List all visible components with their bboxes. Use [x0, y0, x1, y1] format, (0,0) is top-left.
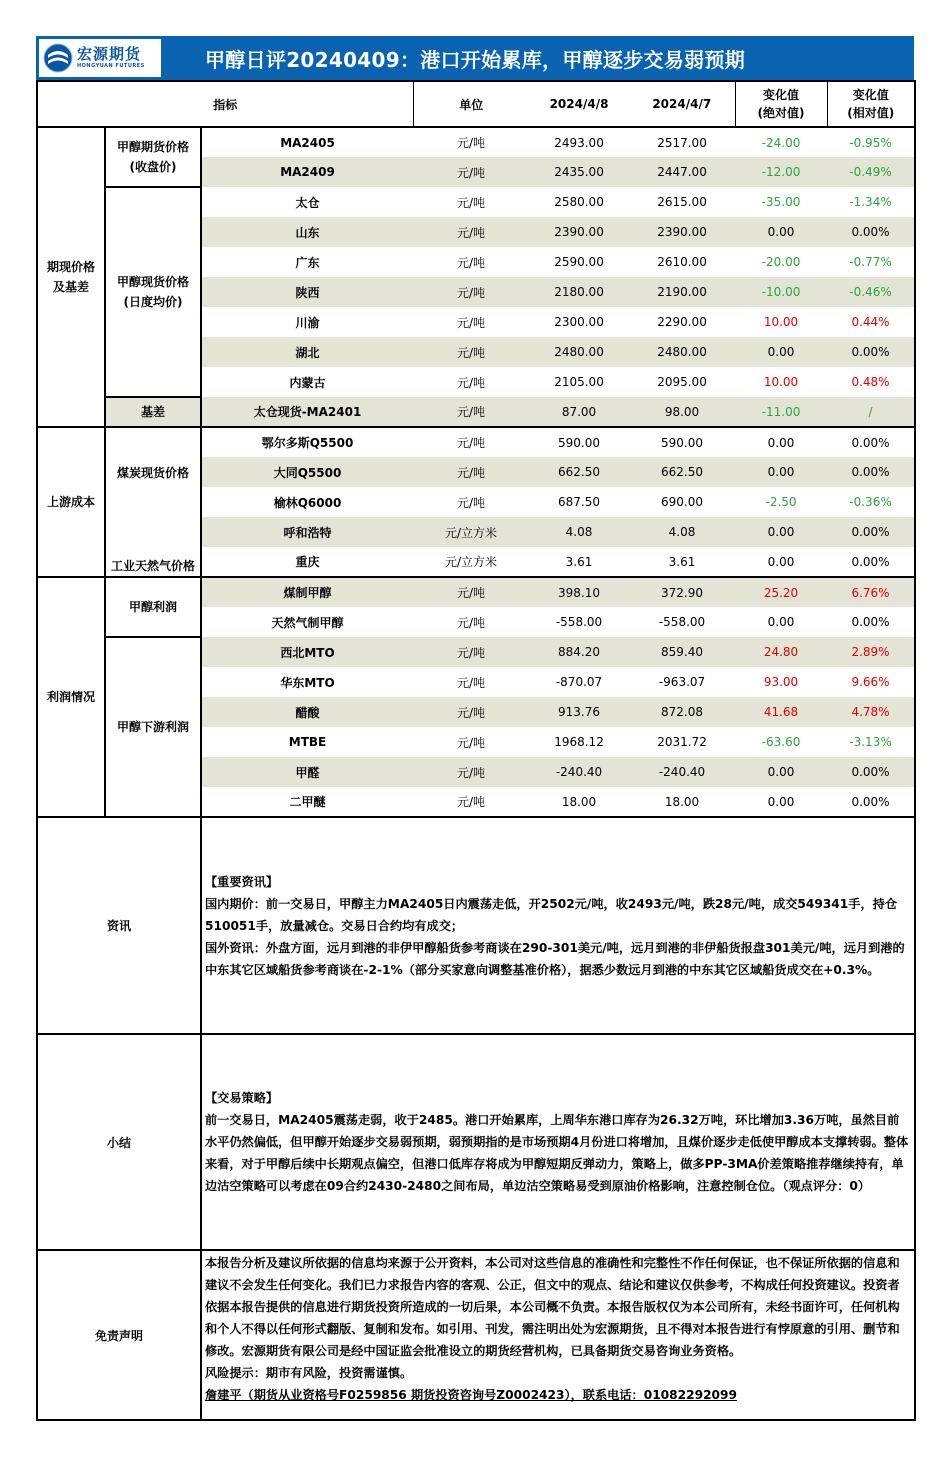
row-abs-change: 0.00 — [735, 787, 827, 817]
row-rel-change: 0.00% — [851, 435, 890, 450]
row-value-date2: 18.00 — [629, 787, 735, 817]
row-value-date1: 2493.00 — [554, 135, 604, 150]
table-row — [37, 637, 915, 667]
row-value-date2: 2480.00 — [629, 337, 735, 367]
summary-label: 小结 — [37, 1034, 201, 1250]
row-abs-change: -11.00 — [735, 397, 827, 427]
subcategory-downstream: 甲醇下游利润 — [105, 637, 201, 817]
summary-row — [37, 1034, 915, 1250]
disclaimer-label: 免责声明 — [37, 1250, 201, 1420]
news-content — [201, 818, 915, 1034]
table-row — [37, 397, 915, 427]
row-rel-change: -0.49% — [827, 157, 915, 187]
row-name: 醋酸 — [201, 697, 413, 727]
header-abs-change: 变化值 (绝对值) — [735, 81, 827, 127]
category-profit: 利润情况 — [37, 577, 105, 817]
row-name: 广东 — [295, 255, 320, 270]
news-row — [37, 818, 915, 1034]
row-unit: 元/吨 — [456, 315, 486, 330]
row-value-date2: -240.40 — [629, 757, 735, 787]
row-value-date1: 687.50 — [558, 495, 601, 509]
row-value-date2: 3.61 — [629, 547, 735, 577]
subcategory-futures: 甲醇期货价格 (收盘价) — [105, 127, 201, 187]
row-value-date1: 884.20 — [529, 637, 629, 667]
row-unit: 元/吨 — [456, 255, 486, 270]
logo-chinese-name: 宏源期货 — [77, 45, 142, 63]
news-heading: 【重要资讯】 — [205, 874, 279, 889]
row-value-date2: 2517.00 — [657, 135, 707, 150]
row-value-date1: -240.40 — [529, 757, 629, 787]
subcategory-spotprice: 甲醇现货价格 (日度均价) — [105, 187, 201, 397]
subcategory-gas: 工业天然气价格 — [105, 517, 201, 577]
report-title: 甲醇日评20240409：港口开始累库，甲醇逐步交易弱预期 — [205, 47, 746, 72]
news-label: 资讯 — [37, 818, 201, 1034]
row-abs-change: 0.00 — [735, 337, 827, 367]
row-abs-change: -63.60 — [761, 735, 801, 749]
row-unit: 元/吨 — [456, 675, 486, 690]
row-name: 榆林Q6000 — [273, 495, 342, 510]
row-unit: 元/吨 — [413, 577, 529, 607]
row-rel-change: -1.34% — [849, 195, 892, 209]
row-abs-change: 10.00 — [763, 375, 799, 389]
summary-heading: 【交易策略】 — [205, 1091, 279, 1105]
row-name: MTBE — [288, 735, 327, 749]
subcategory-mprofit: 甲醇利润 — [105, 577, 201, 637]
row-unit: 元/吨 — [456, 375, 486, 390]
row-value-date2: 2447.00 — [629, 157, 735, 187]
row-name: 甲醛 — [201, 757, 413, 787]
row-abs-change: 41.68 — [735, 697, 827, 727]
row-name: MA2405 — [280, 135, 335, 150]
row-unit: 元/吨 — [456, 495, 486, 510]
row-rel-change: -3.13% — [849, 735, 892, 749]
news-foreign: 国外资讯：外盘方面，远月到港的非伊甲醇船货参考商谈在290-301美元/吨，远月到港的非伊船货报盘301美元/吨，远月到港的中东其它区域船货参考商谈在-2-1%（部分买家意向调整基准价格），据悉少数远月到港的中东其它区域船货成交在+0.3%。 — [205, 940, 905, 977]
row-rel-change: -0.46% — [827, 277, 915, 307]
row-name: MA2409 — [201, 157, 413, 187]
row-unit: 元/吨 — [456, 735, 486, 750]
row-unit: 元/吨 — [456, 436, 486, 450]
disclaimer-body: 本报告分析及建议所依据的信息均来源于公开资料，本公司对这些信息的准确性和完整性不作任何保证，也不保证所依据的信息和建议不会发生任何变化。我们已力求报告内容的客观、公正，但文中的观点、结论和建议仅供参考，不构成任何投资建议。投资者依据本报告提供的信息进行期货投资所造成的一切后果，本公司概不负责。本报告版权仅为本公司所有，未经书面许可，任何机构和个人不得以任何形式翻版、复制和发布。如引用、刊发，需注明出处为宏源期货，且不得对本报告进行有悖原意的引用、删节和修改。宏源期货有限公司是经中国证监会批准设立的期货经营机构，已具备期货交易咨询业务资格。 — [205, 1256, 900, 1358]
row-value-date1: -558.00 — [555, 615, 603, 629]
hongyuan-logo-icon — [43, 43, 73, 73]
row-value-date2: 2095.00 — [657, 375, 707, 389]
row-rel-change: 0.00% — [851, 615, 890, 629]
row-value-date1: 913.76 — [529, 697, 629, 727]
row-value-date2: 859.40 — [629, 637, 735, 667]
row-value-date2: 2190.00 — [629, 277, 735, 307]
row-name: 陕西 — [201, 277, 413, 307]
row-value-date2: 2615.00 — [657, 195, 707, 209]
row-value-date1: 2390.00 — [529, 217, 629, 247]
row-value-date2: 662.50 — [629, 457, 735, 487]
row-value-date2: 98.00 — [629, 397, 735, 427]
row-abs-change: 0.00 — [735, 757, 827, 787]
header-indicator: 指标 — [37, 81, 413, 127]
row-rel-change: -0.77% — [849, 255, 892, 269]
category-upstream: 上游成本 — [37, 427, 105, 577]
row-unit: 元/吨 — [413, 637, 529, 667]
data-table — [36, 80, 916, 818]
row-abs-change: 0.00 — [735, 457, 827, 487]
row-value-date1: 4.08 — [529, 517, 629, 547]
row-unit: 元/立方米 — [413, 517, 529, 547]
row-unit: 元/吨 — [413, 697, 529, 727]
row-rel-change: 0.00% — [827, 217, 915, 247]
row-unit: 元/吨 — [413, 457, 529, 487]
row-abs-change: -20.00 — [761, 255, 801, 269]
row-rel-change: 0.00% — [827, 457, 915, 487]
row-rel-change: 0.00% — [827, 547, 915, 577]
row-name: 呼和浩特 — [201, 517, 413, 547]
disclaimer-content — [201, 1250, 915, 1420]
row-value-date2: 2610.00 — [657, 255, 707, 269]
logo-english-name: HONGYUAN FUTURES — [77, 63, 145, 69]
row-unit: 元/吨 — [456, 136, 486, 150]
row-rel-change: 6.76% — [827, 577, 915, 607]
header-rel-change: 变化值 (相对值) — [827, 81, 915, 127]
table-row — [37, 517, 915, 547]
subcategory-basis: 基差 — [105, 397, 201, 427]
text-table — [36, 818, 916, 1421]
row-rel-change: 0.48% — [851, 375, 890, 389]
row-value-date2: 2031.72 — [657, 735, 707, 749]
row-name: 内蒙古 — [289, 375, 326, 390]
row-value-date1: 398.10 — [529, 577, 629, 607]
row-name: 太仓现货-MA2401 — [201, 397, 413, 427]
row-abs-change: 0.00 — [735, 517, 827, 547]
row-name: 山东 — [201, 217, 413, 247]
row-abs-change: -24.00 — [761, 135, 801, 150]
row-value-date1: 2180.00 — [529, 277, 629, 307]
analyst-contact: 詹建平（期货从业资格号F0259856 期货投资咨询号Z0002423），联系电话：01082292099 — [205, 1388, 737, 1402]
row-unit: 元/吨 — [413, 397, 529, 427]
row-abs-change: 0.00 — [735, 217, 827, 247]
header-date1: 2024/4/8 — [529, 81, 629, 127]
row-rel-change: 0.00% — [827, 787, 915, 817]
header-unit: 单位 — [413, 81, 529, 127]
row-name: 二甲醚 — [201, 787, 413, 817]
row-value-date2: 2290.00 — [657, 315, 707, 329]
report-sheet — [36, 36, 914, 1421]
row-unit: 元/吨 — [413, 157, 529, 187]
row-value-date1: 2480.00 — [529, 337, 629, 367]
row-value-date1: 2590.00 — [554, 255, 604, 269]
row-abs-change: -12.00 — [735, 157, 827, 187]
row-rel-change: -0.95% — [849, 135, 892, 150]
summary-body: 前一交易日，MA2405震荡走弱，收于2485。港口开始累库，上周华东港口库存为26.32万吨，环比增加3.36万吨，虽然目前水平仍然偏低，但甲醇开始逐步交易弱预期，弱预期指的是市场预期4月份进口将增加，且煤价逐步走低使甲醇成本支撑转弱。整体来看，对于甲醇后续中长期观点偏空，但港口低库存将成为甲醇短期反弹动力，策略上，做多PP-3MA价差策略推荐继续持有，单边沽空策略可以考虑在09合约2430-2480之间布局，单边沽空策略易受到原油价格影响，注意控制仓位。（观点评分：0） — [205, 1113, 909, 1193]
row-value-date1: 18.00 — [529, 787, 629, 817]
row-name: 西北MTO — [201, 637, 413, 667]
row-abs-change: -35.00 — [761, 195, 801, 209]
row-unit: 元/吨 — [413, 337, 529, 367]
row-unit: 元/吨 — [456, 615, 486, 630]
row-value-date1: -870.07 — [555, 675, 603, 689]
row-value-date1: 3.61 — [529, 547, 629, 577]
row-value-date1: 590.00 — [558, 435, 601, 450]
row-abs-change: 25.20 — [735, 577, 827, 607]
report-header — [36, 36, 914, 80]
row-value-date2: 590.00 — [661, 435, 704, 450]
row-value-date1: 2105.00 — [554, 375, 604, 389]
row-abs-change: -10.00 — [735, 277, 827, 307]
table-row — [37, 577, 915, 607]
company-logo — [39, 39, 161, 77]
row-rel-change: 9.66% — [851, 675, 890, 689]
subcategory-coal: 煤炭现货价格 — [105, 427, 201, 517]
row-unit: 元/吨 — [413, 757, 529, 787]
table-row — [37, 427, 915, 457]
row-name: 鄂尔多斯Q5500 — [261, 436, 354, 450]
row-abs-change: 24.80 — [735, 637, 827, 667]
row-rel-change: 0.00% — [827, 757, 915, 787]
row-name: 川渝 — [295, 315, 320, 330]
row-rel-change: -0.36% — [849, 495, 892, 509]
risk-warning: 风险提示：期市有风险，投资需谨慎。 — [205, 1366, 413, 1380]
row-abs-change: -2.50 — [765, 495, 797, 509]
row-abs-change: 0.00 — [735, 547, 827, 577]
row-abs-change: 10.00 — [763, 315, 799, 329]
row-value-date1: 87.00 — [529, 397, 629, 427]
row-name: 重庆 — [201, 547, 413, 577]
row-value-date1: 662.50 — [529, 457, 629, 487]
row-abs-change: 0.00 — [767, 615, 795, 629]
row-name: 煤制甲醇 — [201, 577, 413, 607]
row-name: 华东MTO — [280, 675, 335, 690]
row-value-date1: 2580.00 — [554, 195, 604, 209]
table-row — [37, 187, 915, 217]
row-value-date2: 872.08 — [629, 697, 735, 727]
summary-content — [201, 1034, 915, 1250]
row-rel-change: 2.89% — [827, 637, 915, 667]
row-value-date2: 2390.00 — [629, 217, 735, 247]
row-unit: 元/吨 — [456, 195, 486, 210]
row-unit: 元/立方米 — [413, 547, 529, 577]
table-header-row — [37, 81, 915, 127]
news-domestic: 国内期价：前一交易日，甲醇主力MA2405日内震荡走低，开2502元/吨，收2493元/吨，跌28元/吨，成交549341手，持仓510051手，放量减仓。交易日合约均有成交； — [205, 896, 898, 933]
row-unit: 元/吨 — [413, 217, 529, 247]
disclaimer-row — [37, 1250, 915, 1420]
row-value-date2: -963.07 — [658, 675, 706, 689]
row-rel-change: 0.00% — [827, 337, 915, 367]
row-value-date2: 690.00 — [661, 495, 704, 509]
row-rel-change: 0.44% — [851, 315, 890, 329]
row-abs-change: 93.00 — [763, 675, 799, 689]
row-value-date2: 372.90 — [629, 577, 735, 607]
row-name: 太仓 — [295, 195, 320, 210]
table-row — [37, 127, 915, 157]
header-date2: 2024/4/7 — [629, 81, 735, 127]
row-name: 天然气制甲醇 — [271, 615, 344, 630]
row-name: 湖北 — [201, 337, 413, 367]
row-value-date2: -558.00 — [658, 615, 706, 629]
row-value-date1: 2435.00 — [529, 157, 629, 187]
row-rel-change: 4.78% — [827, 697, 915, 727]
row-rel-change: / — [827, 397, 915, 427]
row-abs-change: 0.00 — [767, 435, 795, 450]
row-rel-change: 0.00% — [827, 517, 915, 547]
row-unit: 元/吨 — [413, 787, 529, 817]
category-spot: 期现价格 及基差 — [37, 127, 105, 427]
row-value-date1: 1968.12 — [554, 735, 604, 749]
row-value-date2: 4.08 — [629, 517, 735, 547]
row-name: 大同Q5500 — [201, 457, 413, 487]
row-value-date1: 2300.00 — [554, 315, 604, 329]
row-unit: 元/吨 — [413, 277, 529, 307]
